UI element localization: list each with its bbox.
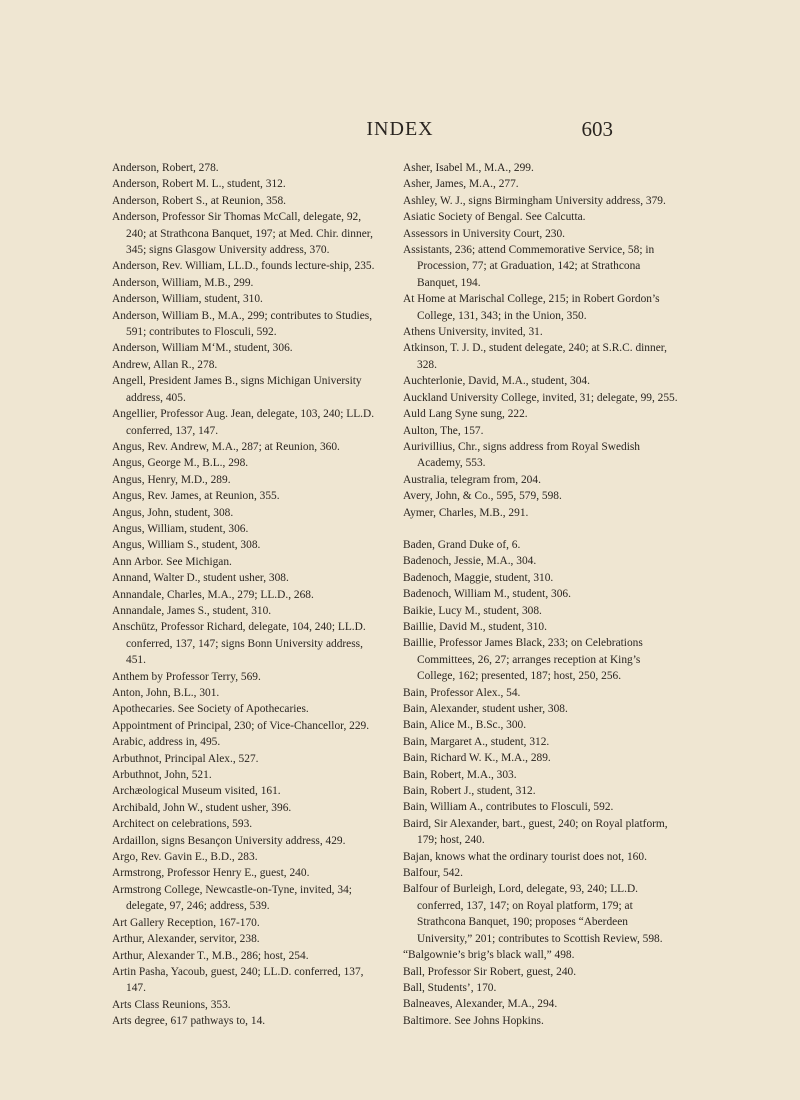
index-entry: Anderson, William B., M.A., 299; contributes to Studies, 591; contributes to Flosculi, 592. <box>112 309 373 339</box>
index-entry: Balfour of Burleigh, Lord, delegate, 93, 240; LL.D. conferred, 137, 147; on Royal platform, 179; at Strathcona Banquet, 190; proposes “Aberdeen University,” 201; contributes to Scottish Review, 598. <box>403 883 663 945</box>
index-entry: Assistants, 236; attend Commemorative Service, 58; in Procession, 77; at Graduation, 142; at Strathcona Banquet, 194. <box>403 244 655 289</box>
index-entry: Assessors in University Court, 230. <box>403 227 565 240</box>
index-entry: Anton, John, B.L., 301. <box>112 687 220 699</box>
index-entry: Arthur, Alexander T., M.B., 286; host, 254. <box>112 949 309 962</box>
index-entry: Baird, Sir Alexander, bart., guest, 240; on Royal platform, 179; host, 240. <box>403 817 668 847</box>
index-entry: Bain, Robert, M.A., 303. <box>403 768 517 781</box>
index-entry: Bain, Professor Alex., 54. <box>403 686 521 699</box>
index-entry: Aulton, The, 157. <box>403 424 484 437</box>
index-entry: Armstrong College, Newcastle-on-Tyne, invited, 34; delegate, 97, 246; address, 539. <box>112 883 352 913</box>
index-entry: At Home at Marischal College, 215; in Robert Gordon’s College, 131, 343; in the Union, 350. <box>403 293 660 322</box>
index-entry: Ann Arbor. See Michigan. <box>112 555 232 568</box>
index-entry: Armstrong, Professor Henry E., guest, 240. <box>112 867 310 880</box>
index-entry: Anderson, William M‘M., student, 306. <box>112 342 293 355</box>
index-entry: Avery, John, & Co., 595, 579, 598. <box>403 490 562 503</box>
index-entry: Badenoch, William M., student, 306. <box>403 588 571 601</box>
index-entry: Appointment of Principal, 230; of Vice-Chancellor, 229. <box>112 719 370 732</box>
index-entry: Athens University, invited, 31. <box>403 326 543 339</box>
index-entry: Anschütz, Professor Richard, delegate, 104, 240; LL.D. conferred, 137, 147; signs Bonn University address, 451. <box>112 621 366 667</box>
page-number: 603 <box>581 117 613 141</box>
index-entry: Andrew, Allan R., 278. <box>112 358 218 371</box>
index-entry: Bain, Alice M., B.Sc., 300. <box>403 719 527 732</box>
index-entry: Archibald, John W., student usher, 396. <box>112 801 292 814</box>
index-entry: Angellier, Professor Aug. Jean, delegate, 103, 240; LL.D. conferred, 137, 147. <box>112 408 375 437</box>
index-entry: Baikie, Lucy M., student, 308. <box>403 604 542 617</box>
index-entry: Ashley, W. J., signs Birmingham University address, 379. <box>403 194 666 207</box>
index-entry: Bain, Alexander, student usher, 308. <box>403 703 568 715</box>
index-entry: Baltimore. See Johns Hopkins. <box>403 1014 544 1027</box>
index-entry: Asher, Isabel M., M.A., 299. <box>403 162 534 174</box>
index-entry: Balneaves, Alexander, M.A., 294. <box>403 998 558 1011</box>
index-entry: Angus, Rev. Andrew, M.A., 287; at Reunion, 360. <box>112 440 340 453</box>
index-entry: Balfour, 542. <box>403 867 463 880</box>
index-entry: Anderson, William, student, 310. <box>112 293 263 306</box>
index-entry: Anderson, Robert, 278. <box>112 162 219 174</box>
index-column-left <box>112 160 384 1030</box>
index-entry: Atkinson, T. J. D., student delegate, 240; at S.R.C. dinner, 328. <box>403 342 667 371</box>
index-entry: Angus, Rev. James, at Reunion, 355. <box>112 490 280 503</box>
index-entry: Arabic, address in, 495. <box>112 736 221 749</box>
index-entry: Architect on celebrations, 593. <box>112 818 253 831</box>
index-entry: Arts Class Reunions, 353. <box>112 998 231 1011</box>
index-entry: Anderson, Robert S., at Reunion, 358. <box>112 194 287 207</box>
index-entry: Angus, William S., student, 308. <box>112 539 261 552</box>
index-column-right <box>403 160 681 1029</box>
index-entry: Angell, President James B., signs Michigan University address, 405. <box>112 375 362 404</box>
index-entry: Bain, Margaret A., student, 312. <box>403 735 550 748</box>
index-entry: Bain, Robert J., student, 312. <box>403 785 536 798</box>
index-entry: Auckland University College, invited, 31; delegate, 99, 255. <box>403 391 678 404</box>
index-entry: Australia, telegram from, 204. <box>403 473 541 486</box>
index-entry: Annandale, Charles, M.A., 279; LL.D., 268. <box>112 588 314 601</box>
index-entry: Anderson, Professor Sir Thomas McCall, delegate, 92, 240; at Strathcona Banquet, 197; at Med. Chir. dinner, 345; signs Glasgow University address, 370. <box>112 211 373 257</box>
index-entry: Baden, Grand Duke of, 6. <box>403 538 521 551</box>
page-header <box>0 118 800 148</box>
index-entry: Argo, Rev. Gavin E., B.D., 283. <box>112 851 258 864</box>
index-entry: Arts degree, 617 pathways to, 14. <box>112 1015 266 1028</box>
index-entry: Badenoch, Jessie, M.A., 304. <box>403 555 537 568</box>
index-entry: Anderson, William, M.B., 299. <box>112 276 254 289</box>
index-entry: Angus, John, student, 308. <box>112 506 234 519</box>
index-entry: Anderson, Rev. William, LL.D., founds lecture-ship, 235. <box>112 260 375 273</box>
index-entry: Asiatic Society of Bengal. See Calcutta. <box>403 211 586 224</box>
index-entry: Annandale, James S., student, 310. <box>112 604 272 617</box>
index-entry: Auchterlonie, David, M.A., student, 304. <box>403 375 590 388</box>
index-entry: “Balgownie’s brig’s black wall,” 498. <box>403 949 575 962</box>
index-entry: Asher, James, M.A., 277. <box>403 178 519 191</box>
index-entry: Arthur, Alexander, servitor, 238. <box>112 933 260 946</box>
index-entry: Baillie, David M., student, 310. <box>403 620 547 633</box>
index-entry: Auld Lang Syne sung, 222. <box>403 408 528 421</box>
index-entry: Angus, William, student, 306. <box>112 522 249 535</box>
index-entry: Baillie, Professor James Black, 233; on Celebrations Committees, 26, 27; arranges reception at King’s College, 162; presented, 187; host, 250, 256. <box>403 637 643 683</box>
index-entry: Anderson, Robert M. L., student, 312. <box>112 178 286 191</box>
index-entry: Aymer, Charles, M.B., 291. <box>403 506 529 519</box>
index-entry: Aurivillius, Chr., signs address from Royal Swedish Academy, 553. <box>403 440 640 470</box>
index-entry: Annand, Walter D., student usher, 308. <box>112 572 289 585</box>
index-entry: Bajan, knows what the ordinary tourist does not, 160. <box>403 850 647 863</box>
index-entry: Arbuthnot, Principal Alex., 527. <box>112 752 259 765</box>
index-entry: Ardaillon, signs Besançon University address, 429. <box>112 834 346 847</box>
index-entry: Arbuthnot, John, 521. <box>112 769 212 782</box>
index-entry: Angus, Henry, M.D., 289. <box>112 473 231 486</box>
index-entry: Badenoch, Maggie, student, 310. <box>403 571 554 584</box>
page-title: INDEX <box>366 118 434 140</box>
index-entry: Ball, Professor Sir Robert, guest, 240. <box>403 965 577 978</box>
index-entry: Artin Pasha, Yacoub, guest, 240; LL.D. conferred, 137, 147. <box>112 965 364 995</box>
index-entry: Anthem by Professor Terry, 569. <box>112 670 261 683</box>
index-entry: Bain, Richard W. K., M.A., 289. <box>403 752 551 765</box>
index-entry: Archæological Museum visited, 161. <box>112 785 281 798</box>
index-entry: Art Gallery Reception, 167-170. <box>112 916 260 929</box>
index-entry: Angus, George M., B.L., 298. <box>112 457 249 470</box>
index-entry: Apothecaries. See Society of Apothecaries. <box>112 703 309 716</box>
index-entry: Ball, Students’, 170. <box>403 981 497 994</box>
index-entry: Bain, William A., contributes to Flosculi, 592. <box>403 801 614 814</box>
